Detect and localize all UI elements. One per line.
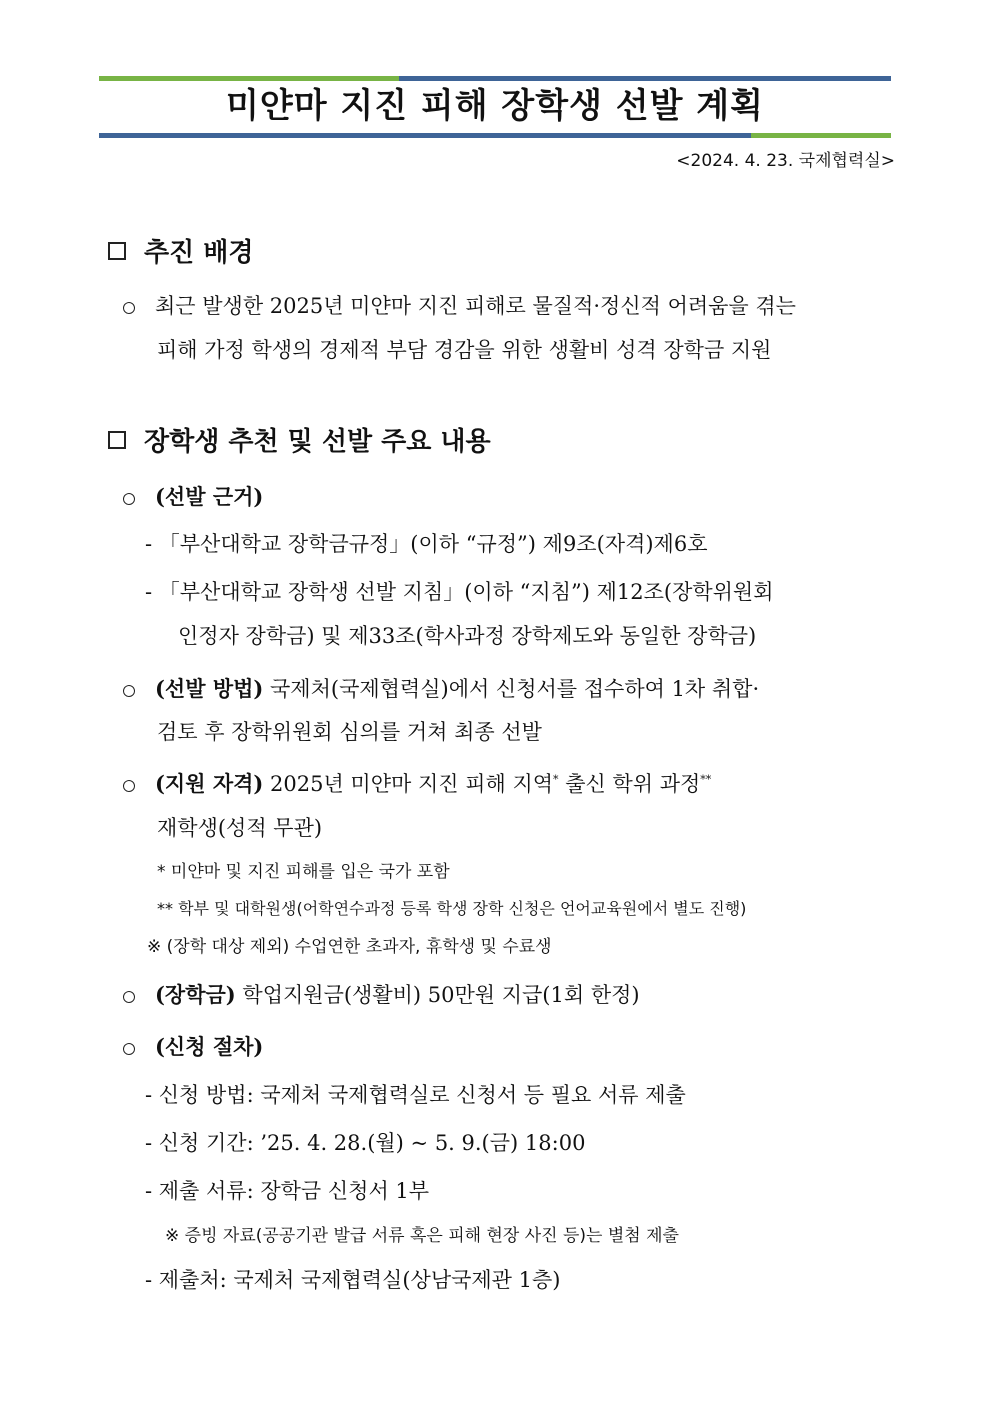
- circle-bullet-icon: [123, 685, 135, 697]
- basis-sub2-line2: 인정자 장학금) 및 제33조(학사과정 장학제도와 동일한 장학금): [178, 624, 757, 648]
- eligibility-note-3: ※ (장학 대상 제외) 수업연한 초과자, 휴학생 및 수료생: [147, 937, 552, 957]
- section-heading-label: 장학생 추천 및 선발 주요 내용: [144, 427, 491, 457]
- square-bullet-icon: [108, 242, 126, 260]
- section-heading-content: [108, 421, 491, 458]
- footnote-mark-2: **: [700, 773, 712, 786]
- procedure-item: [123, 1031, 263, 1061]
- eligibility-text-1b: 출신 학위 과정: [565, 772, 701, 796]
- method-label: (선발 방법): [155, 676, 264, 701]
- background-item-line1: [123, 290, 796, 320]
- background-text-1: 최근 발생한 2025년 미얀마 지진 피해로 물질적·정신적 어려움을 겪는: [155, 294, 796, 318]
- amount-text: 학업지원금(생활비) 50만원 지급(1회 한정): [242, 983, 640, 1007]
- basis-label: (선발 근거): [155, 484, 264, 509]
- header-top-bar-blue: [399, 76, 891, 81]
- header-bottom-bar-green: [751, 133, 891, 138]
- page-title: 미얀마 지진 피해 장학생 선발 계획: [226, 86, 764, 126]
- circle-bullet-icon: [123, 991, 135, 1003]
- eligibility-note-1: * 미얀마 및 지진 피해를 입은 국가 포함: [157, 862, 450, 882]
- basis-sub1: - 「부산대학교 장학금규정」(이하 “규정”) 제9조(자격)제6호: [145, 532, 708, 556]
- procedure-note: ※ 증빙 자료(공공기관 발급 서류 혹은 피해 현장 사진 등)는 별첨 제출: [165, 1226, 679, 1246]
- circle-bullet-icon: [123, 493, 135, 505]
- footnote-mark-1: *: [553, 773, 559, 786]
- circle-bullet-icon: [123, 1043, 135, 1055]
- amount-item: [123, 979, 640, 1009]
- eligibility-item: [123, 768, 711, 798]
- method-text-1: 국제처(국제협력실)에서 신청서를 접수하여 1차 취합·: [270, 677, 760, 701]
- procedure-label: (신청 절차): [155, 1034, 264, 1059]
- eligibility-note-2: ** 학부 및 대학원생(어학연수과정 등록 학생 장학 신청은 언어교육원에서 별도 진행): [157, 899, 747, 918]
- procedure-period: - 신청 기간: ’25. 4. 28.(월) ~ 5. 9.(금) 18:00: [145, 1131, 586, 1155]
- method-text-2: 검토 후 장학위원회 심의를 거쳐 최종 선발: [157, 720, 542, 744]
- basis-item: [123, 481, 263, 511]
- circle-bullet-icon: [123, 780, 135, 792]
- method-item: [123, 673, 759, 703]
- section-heading-label: 추진 배경: [144, 238, 254, 268]
- background-item-line2: 피해 가정 학생의 경제적 부담 경감을 위한 생활비 성격 장학금 지원: [157, 338, 772, 362]
- document-date: <2024. 4. 23. 국제협력실>: [676, 151, 895, 171]
- square-bullet-icon: [108, 431, 126, 449]
- eligibility-label: (지원 자격): [155, 771, 264, 796]
- amount-label: (장학금): [155, 982, 236, 1007]
- header-top-bar-green: [99, 76, 399, 81]
- procedure-documents: - 제출 서류: 장학금 신청서 1부: [145, 1179, 430, 1203]
- eligibility-text-2: 재학생(성적 무관): [157, 816, 323, 840]
- basis-sub2-line1: - 「부산대학교 장학생 선발 지침」(이하 “지침”) 제12조(장학위원회: [145, 580, 774, 604]
- eligibility-text-1a: 2025년 미얀마 지진 피해 지역: [270, 772, 554, 796]
- procedure-method: - 신청 방법: 국제처 국제협력실로 신청서 등 필요 서류 제출: [145, 1083, 686, 1107]
- section-heading-background: [108, 232, 254, 269]
- circle-bullet-icon: [123, 302, 135, 314]
- procedure-submission-place: - 제출처: 국제처 국제협력실(상남국제관 1층): [145, 1268, 561, 1292]
- header-bottom-bar-blue: [99, 133, 751, 138]
